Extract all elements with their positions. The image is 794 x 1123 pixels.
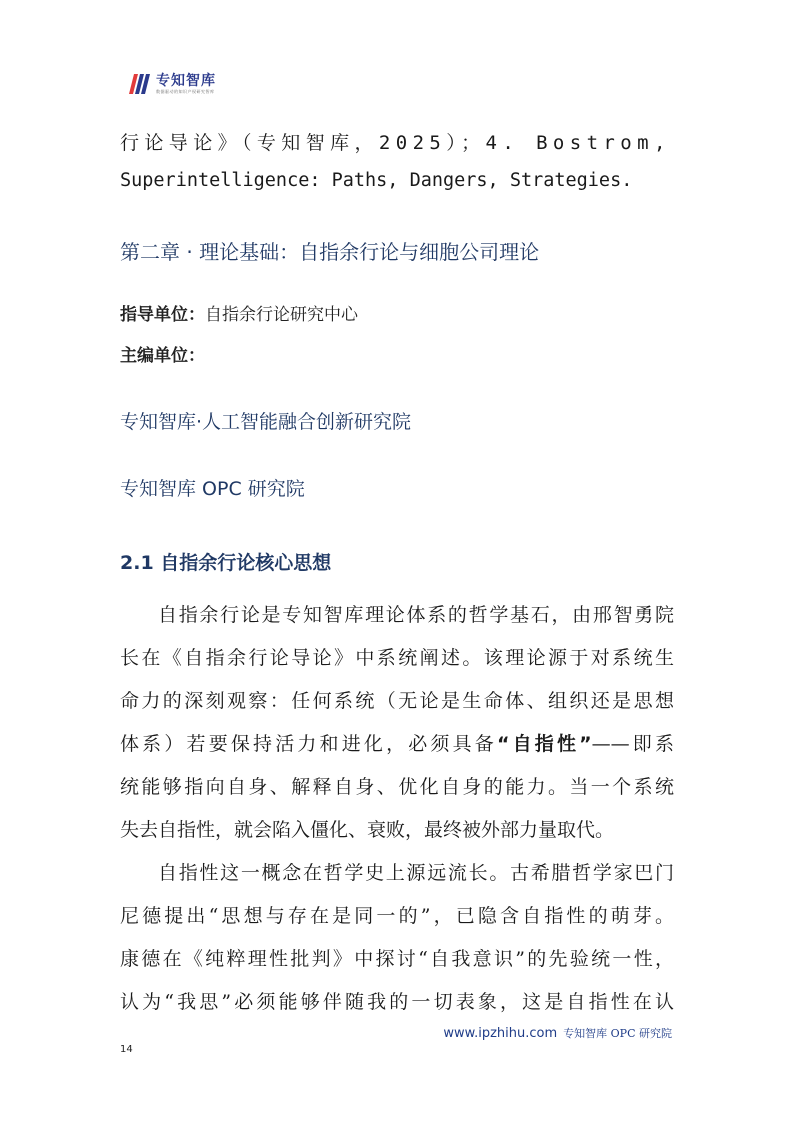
footer-org: 专知智库 OPC 研究院 — [563, 1027, 672, 1040]
footer-url-link[interactable]: www.ipzhihu.com — [443, 1026, 558, 1041]
guide-unit-line — [120, 300, 358, 325]
guide-unit-label: 指导单位： — [120, 305, 205, 325]
logo-tagline: 数据驱动的知识产权研究智库 — [156, 89, 215, 94]
paragraph-2-line-2: 尼德提出“思想与存在是同一的”，已隐含自指性的萌芽。 — [120, 905, 674, 927]
paragraph-1-line-5: 统能够指向自身、解释自身、优化自身的能力。当一个系统 — [120, 776, 674, 798]
section-title: 2.1 自指余行论核心思想 — [120, 552, 332, 574]
paragraph-1-line-6: 失去自指性，就会陷入僵化、衰败，最终被外部力量取代。 — [120, 819, 615, 841]
org-name-2: 专知智库 OPC 研究院 — [120, 478, 305, 500]
editor-unit-line — [120, 341, 205, 366]
reference-line-2: Superintelligence: Paths, Dangers, Strategies. — [120, 170, 633, 191]
paragraph-2-line-4: 认为“我思”必须能够伴随我的一切表象，这是自指性在认 — [120, 991, 674, 1013]
guide-unit-value: 自指余行论研究中心 — [205, 305, 358, 325]
emphasis-self-reference: “自指性” — [496, 733, 592, 755]
paragraph-1-line-4-text: 体系）若要保持活力和进化，必须具备 — [120, 733, 497, 755]
paragraph-2-line-3: 康德在《纯粹理性批判》中探讨“自我意识”的先验统一性， — [120, 948, 674, 970]
org-name-1: 专知智库·人工智能融合创新研究院 — [120, 411, 412, 433]
paragraph-1-line-2: 长在《自指余行论导论》中系统阐述。该理论源于对系统生 — [120, 647, 674, 669]
footer-right — [443, 1025, 672, 1041]
paragraph-1-line-1: 自指余行论是专知智库理论体系的哲学基石，由邢智勇院 — [158, 604, 674, 626]
header-logo — [128, 74, 216, 94]
paragraph-1-line-3: 命力的深刻观察：任何系统（无论是生命体、组织还是思想 — [120, 690, 674, 712]
paragraph-1-line-4 — [120, 729, 674, 756]
paragraph-1-line-4-tail: ——即系 — [591, 733, 674, 755]
logo-name: 专知智库 — [156, 73, 216, 89]
zhuanzhi-logo-icon — [128, 74, 150, 94]
chapter-title: 第二章 · 理论基础：自指余行论与细胞公司理论 — [120, 240, 540, 264]
paragraph-2-line-1: 自指性这一概念在哲学史上源远流长。古希腊哲学家巴门 — [158, 862, 674, 884]
page-number: 14 — [120, 1044, 133, 1055]
reference-line-1: 行论导论》（专知智库，2025）；4. Bostrom, — [120, 132, 671, 154]
editor-unit-label: 主编单位： — [120, 346, 205, 366]
